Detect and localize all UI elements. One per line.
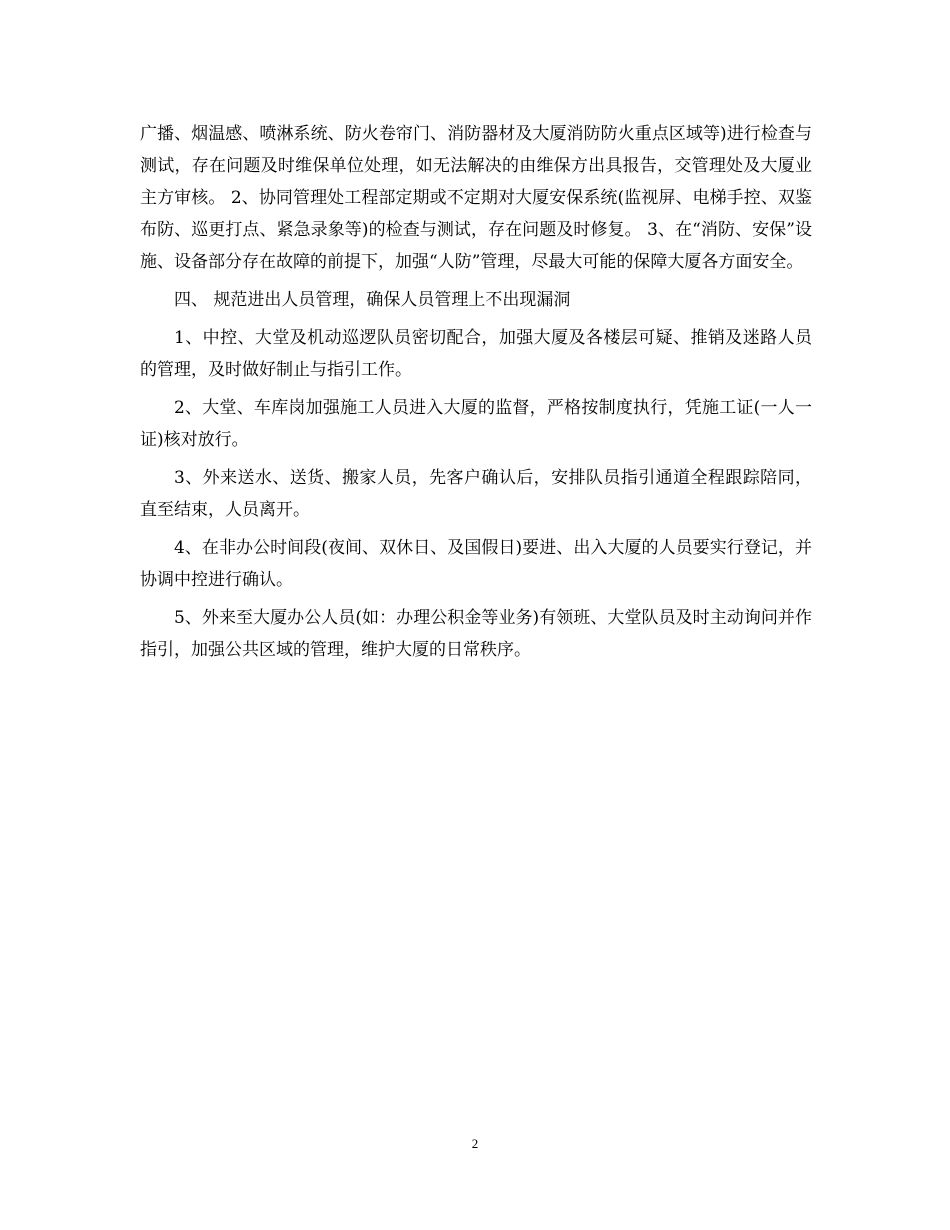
- paragraph-item-2: 2、大堂、车库岗加强施工人员进入大厦的监督，严格按制度执行，凭施工证(一人一证)核对放行。: [140, 398, 812, 450]
- document-body: [140, 118, 812, 666]
- paragraph-item-3: 3、外来送水、送货、搬家人员，先客户确认后，安排队员指引通道全程跟踪陪同，直至结束，人员离开。: [140, 468, 812, 520]
- paragraph-continued: 广播、烟温感、喷淋系统、防火卷帘门、消防器材及大厦消防防火重点区域等)进行检查与测试，存在问题及时维保单位处理，如无法解决的由维保方出具报告，交管理处及大厦业主方审核。 2、协同管理处工程部定期或不定期对大厦安保系统(监视屏、电梯手控、双鉴布防、巡更打点、紧急录象等)的检查与测试，存在问题及时修复。 3、在“消防、安保”设施、设备部分存在故障的前提下，加强“人防”管理，尽最大可能的保障大厦各方面安全。: [140, 124, 812, 272]
- paragraph-item-1: 1、中控、大堂及机动巡逻队员密切配合，加强大厦及各楼层可疑、推销及迷路人员的管理，及时做好制止与指引工作。: [140, 328, 812, 380]
- paragraph-item-5: 5、外来至大厦办公人员(如：办理公积金等业务)有领班、大堂队员及时主动询问并作指引，加强公共区域的管理，维护大厦的日常秩序。: [140, 608, 812, 660]
- page-number: 2: [471, 1136, 479, 1151]
- paragraph-item-4: 4、在非办公时间段(夜间、双休日、及国假日)要进、出入大厦的人员要实行登记，并协调中控进行确认。: [140, 538, 812, 590]
- section-heading: 四、 规范进出人员管理，确保人员管理上不出现漏洞: [174, 290, 571, 310]
